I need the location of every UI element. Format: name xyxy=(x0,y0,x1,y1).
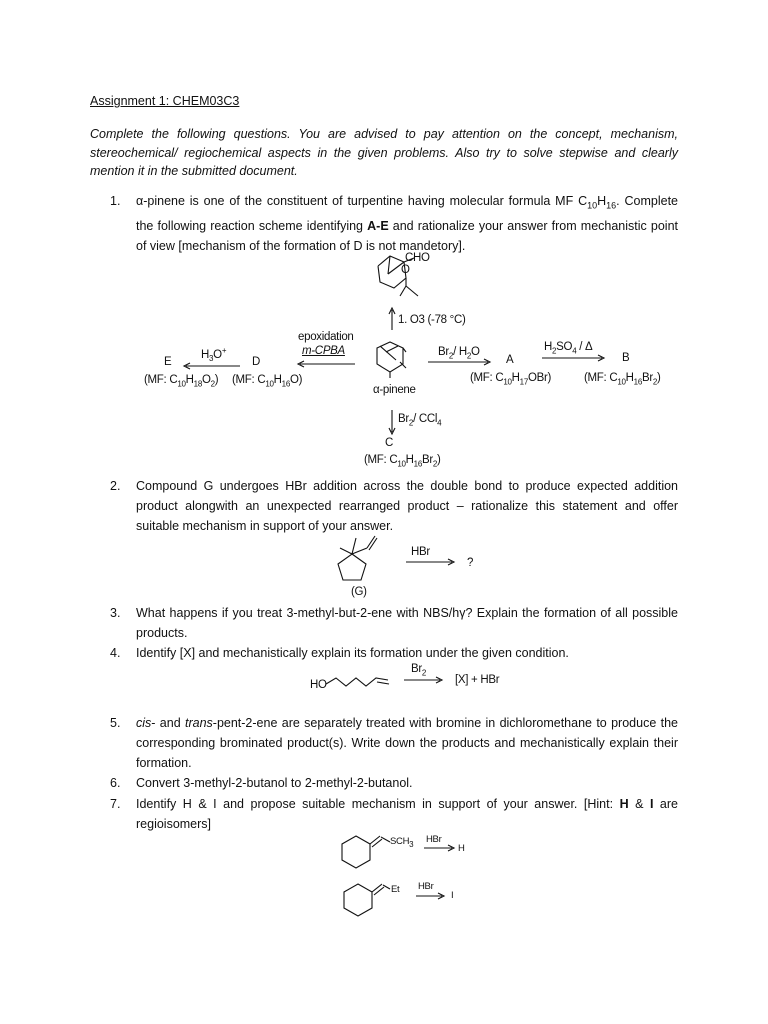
question-3: 3. What happens if you treat 3-methyl-but-2-ene with NBS/hγ? Explain the formation of all possible products. xyxy=(110,606,678,640)
question-4: 4. Identify [X] and mechanistically explain its formation under the given condition. xyxy=(110,646,569,660)
q4-reagent: $Br_2$ xyxy=(411,663,427,678)
h3o-label: $H_3O^+$ xyxy=(201,346,227,364)
br2-h2o-label: $Br_2/$ $H_2O$ xyxy=(438,346,480,361)
q2-product: ? xyxy=(467,557,474,569)
product-d-label: D xyxy=(252,356,261,368)
br2-ccl4-label: $Br_2/$ CCl$_4$ xyxy=(398,413,442,428)
ozonolysis-reagent: 1. O3 (-78 °C) xyxy=(398,314,466,326)
mf-e-label: (MF: $C_{10}H_{18}O_2$) xyxy=(144,374,219,389)
epoxidation-label: epoxidation xyxy=(298,331,354,343)
assignment-title: Assignment 1: CHEM03C3 xyxy=(90,94,240,108)
product-c-label: C xyxy=(385,437,394,449)
question-1: 1. α-pinene is one of the constituent of turpentine having molecular formula MF $C_{10}H_{16}$. Complete the following reaction scheme identifying A-E and rationalize your answer from mechanistic point of view [mechanism of the formation of D is not mandetory]. xyxy=(110,194,679,253)
mf-d-label: (MF: $C_{10}H_{16}O$) xyxy=(232,374,303,389)
compound-g-label: (G) xyxy=(351,586,367,598)
mf-b-label: (MF: $C_{10}H_{16}Br_2$) xyxy=(584,372,661,387)
sch3-label: $SCH_3$ xyxy=(390,836,414,849)
product-b-label: B xyxy=(622,352,630,364)
alpha-pinene-label: α-pinene xyxy=(373,384,416,396)
h2so4-label: $H_2SO_4$ / Δ xyxy=(544,341,593,356)
et-label: Et xyxy=(391,884,400,895)
product-e-label: E xyxy=(164,356,172,368)
q7-reagent-1: HBr xyxy=(426,834,442,845)
question-5: 5. cis- and trans-pent-2-ene are separately treated with bromine in dichloromethane to produce the corresponding brominated product(s). Write down the products and mechanistically explain their formation. xyxy=(110,716,678,770)
mf-c-label: (MF: $C_{10}H_{16}Br_2$) xyxy=(364,454,441,469)
q4-product: [X] + HBr xyxy=(455,674,500,686)
cho-label: CHO xyxy=(405,252,430,264)
product-i-label: I xyxy=(451,890,454,901)
hydroxyl-label: HO xyxy=(310,679,327,691)
cyclohexane-ring-h xyxy=(342,836,370,868)
question-2: 2. Compound G undergoes HBr addition across the double bond to produce expected addition product alongwith an unexpected rearranged product – rationalize this statement and offer suitable mechanism in support of your answer. xyxy=(110,479,678,533)
instructions-paragraph: Complete the following questions. You are advised to pay attention on the concept, mechanism, stereochemical/ regiochemical aspects in the given problems. Also try to solve stepwise and clearly mention it in the submitted document. xyxy=(90,127,678,178)
question-7: 7. Identify H & I and propose suitable mechanism in support of your answer. [Hint: H & I are regioisomers] xyxy=(110,797,678,831)
q7-reagent-2: HBr xyxy=(418,881,434,892)
ketone-oxygen-label: O xyxy=(401,264,410,276)
q2-reagent: HBr xyxy=(411,546,430,558)
product-a-label: A xyxy=(506,354,514,366)
mcpba-label: m-CPBA xyxy=(302,345,345,357)
mf-a-label: (MF: $C_{10}H_{17}OBr$) xyxy=(470,372,552,387)
product-h-label: H xyxy=(458,843,465,854)
question-6: 6. Convert 3-methyl-2-butanol to 2-methyl-2-butanol. xyxy=(110,776,413,790)
cyclohexane-ring-i xyxy=(344,884,372,916)
